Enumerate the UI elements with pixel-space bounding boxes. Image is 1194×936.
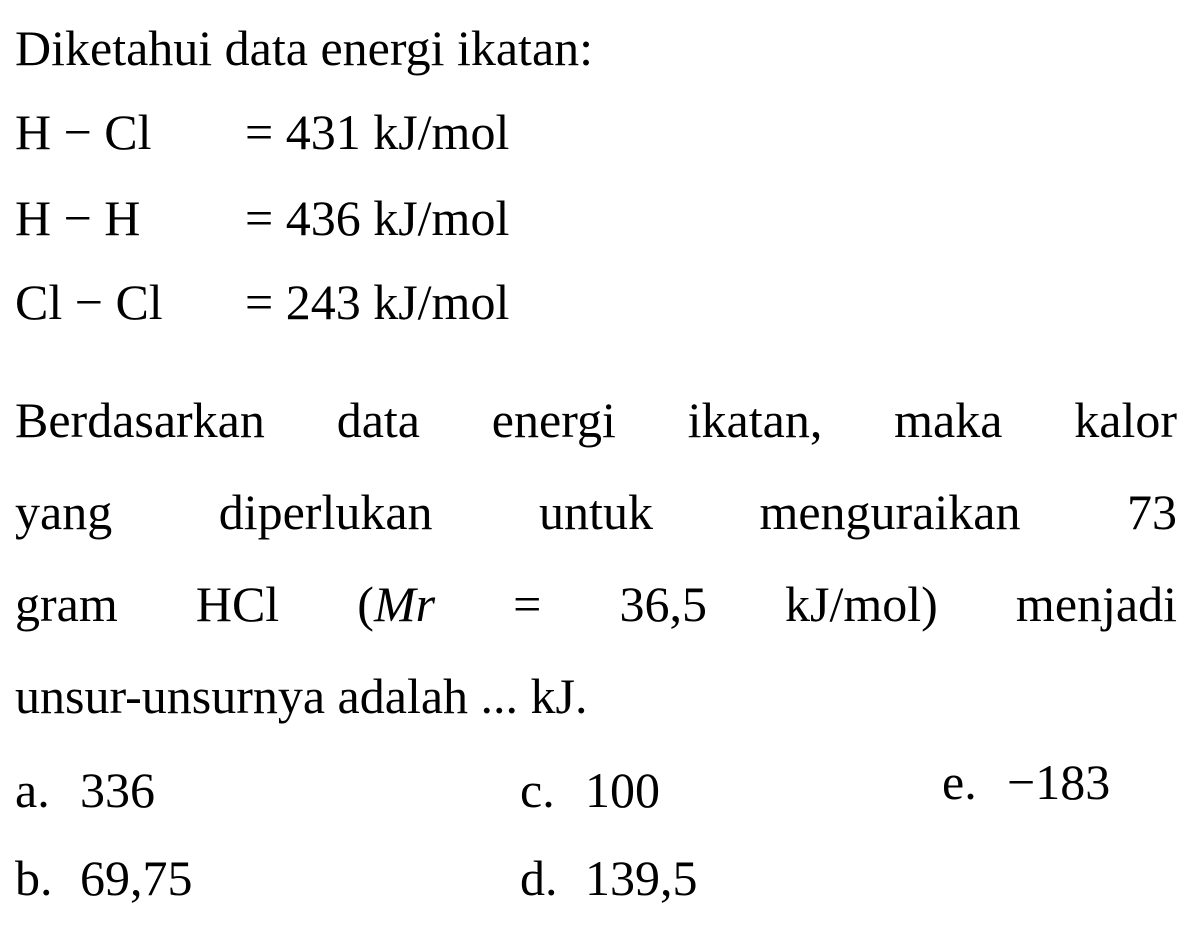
bond-unit: kJ/mol [373, 274, 510, 330]
option-a[interactable] [15, 760, 155, 820]
bond-value: 436 [285, 190, 361, 246]
option-b[interactable] [15, 848, 193, 908]
option-value: 139,5 [585, 850, 698, 906]
option-value: 100 [585, 762, 660, 818]
bond-energy-hcl [15, 102, 509, 162]
option-e[interactable] [942, 752, 1110, 812]
equals-sign: = [245, 274, 286, 330]
question-line-1: Berdasarkan data energi ikatan, maka kalor [15, 392, 1177, 448]
option-value: −183 [1007, 754, 1111, 810]
option-letter: b. [15, 850, 53, 906]
option-c[interactable] [520, 760, 660, 820]
molar-mass-symbol: Mr [373, 576, 436, 632]
option-value: 69,75 [80, 850, 193, 906]
bond-unit: kJ/mol [373, 190, 510, 246]
question-line-3 [15, 558, 1177, 650]
option-value: 336 [80, 762, 155, 818]
question-text [15, 374, 1177, 742]
bond-label: H − H [15, 190, 141, 246]
bond-energy-clcl [15, 272, 509, 332]
question-line-4: unsur-unsurnya adalah ... kJ. [15, 668, 588, 724]
bond-label: H − Cl [15, 104, 152, 160]
bond-label: Cl − Cl [15, 274, 163, 330]
bond-energy-hh [15, 188, 509, 248]
option-letter: c. [520, 762, 555, 818]
equals-sign: = [245, 190, 286, 246]
option-d[interactable] [520, 848, 698, 908]
option-letter: d. [520, 850, 558, 906]
question-line-3-pre: gram HCl ( [15, 576, 374, 632]
option-letter: e. [942, 754, 977, 810]
question-line-3-post: = 36,5 kJ/mol) menjadi [435, 576, 1177, 632]
question-line-2: yang diperlukan untuk menguraikan 73 [15, 484, 1177, 540]
bond-value: 243 [285, 274, 361, 330]
intro-text: Diketahui data energi ikatan: [15, 20, 594, 76]
bond-value: 431 [285, 104, 361, 160]
equals-sign: = [245, 104, 286, 160]
bond-unit: kJ/mol [373, 104, 510, 160]
option-letter: a. [15, 762, 50, 818]
